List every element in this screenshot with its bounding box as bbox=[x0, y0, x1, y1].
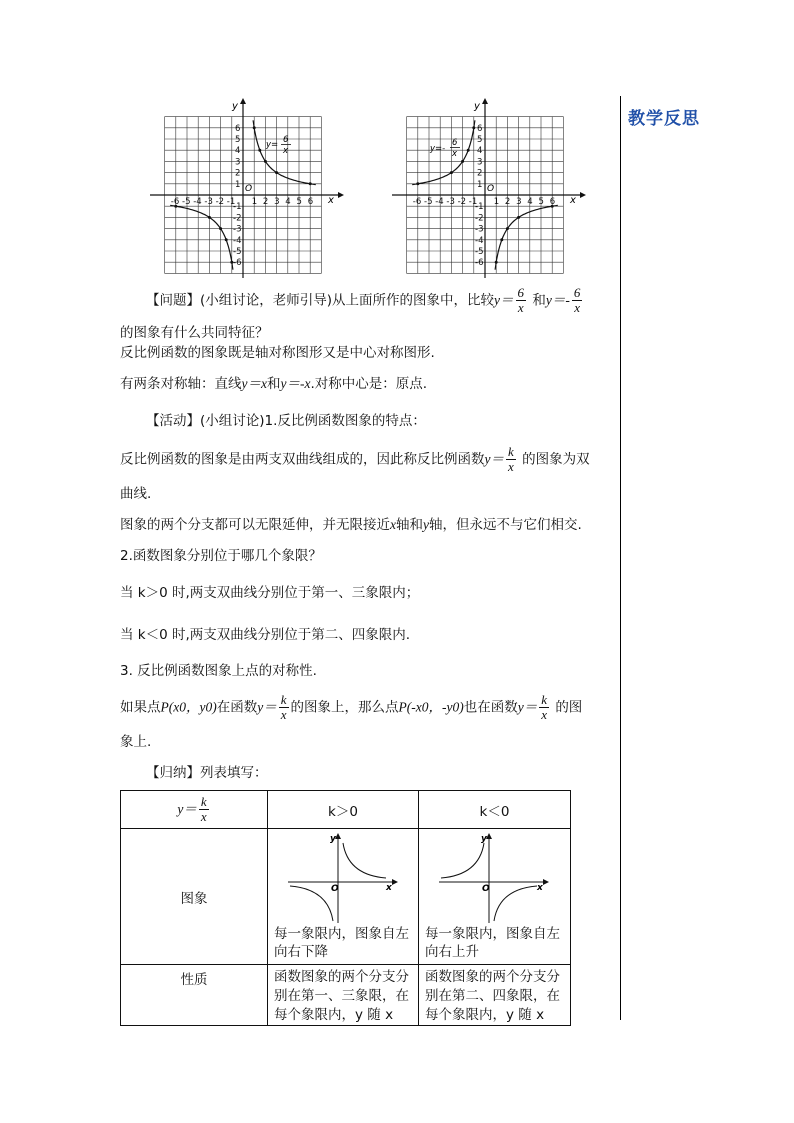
p2-x: x bbox=[390, 517, 396, 532]
header-pos-cell: k＞0 bbox=[268, 791, 419, 829]
p3-point-2: P(-x0，-y0) bbox=[398, 699, 464, 715]
center-text: .对称中心是：原点. bbox=[310, 376, 428, 392]
pos-desc: 每一象限内，图象自左向右下降 bbox=[274, 926, 409, 960]
neg-desc: 每一象限内，图象自左向右上升 bbox=[425, 926, 560, 960]
tick-label-x: 6 bbox=[307, 197, 314, 207]
tick-label-y: 4 bbox=[235, 146, 241, 157]
tick-label-x: -6 bbox=[170, 197, 180, 207]
question-text: (小组讨论，老师引导)从上面所作的图象中，比较 bbox=[200, 292, 495, 309]
f1-fraction bbox=[516, 286, 527, 315]
p2-text-b: 轴和 bbox=[396, 517, 423, 533]
header-fraction bbox=[199, 795, 209, 824]
f2-den: x bbox=[574, 300, 580, 315]
f1-prefix: y＝ bbox=[494, 292, 514, 308]
tick-label-y: -5 bbox=[475, 247, 484, 257]
tick-label-y: -2 bbox=[475, 213, 484, 224]
sidebar-divider bbox=[620, 96, 621, 1020]
activity-title bbox=[146, 410, 642, 432]
activity-p3 bbox=[120, 693, 616, 722]
mini-graph-pos bbox=[268, 829, 418, 925]
activity-tag: 【活动】 bbox=[146, 413, 200, 429]
neg-graph-cell bbox=[419, 829, 571, 965]
func-num: 6 bbox=[283, 135, 289, 145]
activity-p3-cont: 象上. bbox=[120, 734, 152, 750]
mini-graph-neg bbox=[419, 829, 570, 925]
func-den: x bbox=[283, 146, 289, 156]
header-prefix: y＝ bbox=[177, 801, 197, 817]
tick-label-y: -1 bbox=[475, 202, 484, 213]
origin-label: O bbox=[487, 184, 495, 194]
tick-label-y: -6 bbox=[475, 258, 484, 269]
p1-fraction bbox=[506, 445, 516, 474]
f2-num: 6 bbox=[573, 285, 581, 300]
p3-text-e: 的图 bbox=[555, 699, 583, 716]
graph-negative-k bbox=[390, 98, 590, 280]
header-den: x bbox=[200, 809, 207, 824]
neg-prop: 函数图象的两个分支分别在第二、四象限，在每个象限内，y 随 x bbox=[419, 965, 571, 1026]
tick-label-x: 1 bbox=[251, 197, 258, 207]
tick-label-y: 2 bbox=[477, 168, 483, 179]
p3-den-2: x bbox=[541, 707, 548, 722]
tick-label-y: -1 bbox=[233, 202, 242, 213]
func-num: 6 bbox=[452, 138, 458, 148]
tick-label-x: 2 bbox=[262, 197, 269, 207]
summary-table bbox=[120, 790, 571, 1026]
mini-origin: O bbox=[331, 884, 339, 894]
p3-text-b: 在函数 bbox=[216, 699, 258, 716]
tick-label-x: 5 bbox=[538, 197, 544, 207]
p2-text-c: 轴，但永远不与它们相交. bbox=[429, 517, 582, 533]
tick-label-y: -4 bbox=[233, 235, 242, 246]
tick-label-y: 1 bbox=[477, 179, 483, 190]
p3-prefix: y＝ bbox=[257, 699, 277, 715]
mini-axis-y: y bbox=[330, 834, 336, 844]
axes-text: 有两条对称轴：直线 bbox=[120, 376, 242, 392]
question-line-2: 的图象有什么共同特征？ bbox=[120, 325, 269, 341]
x-axis-arrow bbox=[338, 192, 344, 198]
row-prop-label: 性质 bbox=[121, 965, 268, 1026]
mini-axis-x: x bbox=[386, 883, 392, 893]
tick-label-y: 3 bbox=[477, 157, 483, 168]
p3-point-1: P(x0，y0) bbox=[160, 699, 217, 715]
question-line-3: 反比例函数的图象既是轴对称图形又是中心对称图形. bbox=[120, 345, 435, 361]
line-y-neg-x: y＝-x bbox=[280, 376, 311, 391]
axis-y-label: y bbox=[232, 101, 238, 112]
activity-p1-cont: 曲线. bbox=[120, 486, 152, 502]
question-tag: 【问题】 bbox=[146, 292, 200, 309]
y-axis-arrow bbox=[482, 98, 488, 104]
p3-fraction-2 bbox=[539, 693, 549, 722]
f2-fraction bbox=[572, 286, 583, 315]
axis-x-label: x bbox=[328, 195, 334, 206]
axis-x-label: x bbox=[570, 195, 576, 206]
tick-label-x: 6 bbox=[549, 197, 556, 207]
row-graph-label: 图象 bbox=[121, 829, 268, 965]
p1-text-b: 的图象为双 bbox=[522, 451, 590, 468]
activity-p2 bbox=[120, 514, 616, 536]
hyperbola-branch-q3 bbox=[170, 205, 233, 269]
tick-label-x: -4 bbox=[193, 197, 202, 207]
activity-q2: 2.函数图象分别位于哪几个象限？ bbox=[120, 548, 322, 564]
tick-label-y: -4 bbox=[475, 235, 484, 246]
func-den: x bbox=[452, 149, 458, 159]
mini-origin: O bbox=[482, 884, 490, 894]
header-num: k bbox=[200, 794, 207, 809]
p3-prefix-2: y＝ bbox=[517, 699, 538, 715]
tick-label-y: 5 bbox=[477, 135, 483, 145]
tick-label-y: 1 bbox=[235, 179, 241, 190]
header-formula-cell bbox=[121, 791, 268, 829]
tick-label-x: -6 bbox=[412, 197, 422, 207]
hyperbola-branch-q4 bbox=[495, 205, 558, 269]
y-axis-arrow bbox=[240, 98, 246, 104]
tick-label-x: 3 bbox=[274, 197, 280, 207]
header-neg-cell: k＜0 bbox=[419, 791, 571, 829]
pos-graph-cell bbox=[268, 829, 419, 965]
mini-axis-x: x bbox=[537, 883, 543, 893]
tick-labels bbox=[171, 124, 313, 268]
p1-prefix: y＝ bbox=[484, 451, 504, 467]
tick-label-y: 6 bbox=[477, 123, 483, 134]
f1-den: x bbox=[517, 300, 524, 315]
tick-label-x: 3 bbox=[516, 197, 522, 207]
line-y-x: y＝x bbox=[241, 376, 267, 391]
and-text: 和 bbox=[266, 376, 281, 392]
func-prefix: y= bbox=[266, 140, 279, 150]
pos-prop: 函数图象的两个分支分别在第一、三象限，在每个象限内，y 随 x bbox=[268, 965, 419, 1026]
tick-label-x: -3 bbox=[446, 197, 455, 207]
tick-label-x: -1 bbox=[468, 197, 478, 207]
tick-label-y: -5 bbox=[233, 247, 242, 257]
activity-a2-2: 当 k＜0 时,两支双曲线分别位于第二、四象限内. bbox=[120, 627, 411, 643]
p3-fraction bbox=[279, 693, 289, 722]
tick-label-y: 5 bbox=[235, 135, 241, 145]
p1-text: 反比例函数的图象是由两支双曲线组成的，因此称反比例函数 bbox=[120, 451, 485, 468]
p3-num-2: k bbox=[541, 692, 548, 707]
axis-y-label: y bbox=[474, 101, 480, 112]
tick-label-y: 4 bbox=[477, 146, 483, 157]
tick-label-x: -3 bbox=[204, 197, 213, 207]
summary-tag: 【归纳】列表填写： bbox=[146, 765, 268, 781]
func-prefix: y=- bbox=[430, 144, 446, 154]
p3-num: k bbox=[280, 692, 287, 707]
activity-a2-1: 当 k＞0 时,两支双曲线分别位于第一、三象限内； bbox=[120, 585, 420, 601]
mini-axis-y: y bbox=[481, 834, 487, 844]
question-and: 和 bbox=[532, 292, 546, 309]
tick-label-y: 2 bbox=[235, 168, 241, 179]
tick-label-x: -4 bbox=[435, 197, 444, 207]
origin-label: O bbox=[245, 184, 253, 194]
tick-label-y: 6 bbox=[235, 123, 241, 134]
tick-label-x: 4 bbox=[285, 197, 291, 207]
p3-text-d: 也在函数 bbox=[463, 699, 518, 716]
tick-label-x: 4 bbox=[527, 197, 533, 207]
tick-label-x: 1 bbox=[493, 197, 500, 207]
question-line-1 bbox=[146, 286, 642, 315]
graph-positive-k bbox=[148, 98, 348, 280]
p3-text-c: 的图象上，那么点 bbox=[290, 699, 399, 716]
tick-label-x: -5 bbox=[182, 197, 191, 207]
tick-label-y: 3 bbox=[235, 157, 241, 168]
sidebar-title: 教学反思 bbox=[628, 109, 700, 129]
tick-label-y: -3 bbox=[233, 224, 242, 235]
tick-label-y: -3 bbox=[475, 224, 484, 235]
tick-label-x: 5 bbox=[296, 197, 302, 207]
tick-label-x: -1 bbox=[226, 197, 236, 207]
p2-text-a: 图象的两个分支都可以无限延伸，并无限接近 bbox=[120, 517, 390, 533]
tick-label-y: -2 bbox=[233, 213, 242, 224]
p3-text-a: 如果点 bbox=[120, 699, 161, 716]
tick-label-x: -5 bbox=[424, 197, 433, 207]
tick-label-x: -2 bbox=[457, 197, 467, 207]
p3-den: x bbox=[280, 707, 287, 722]
p1-den: x bbox=[508, 459, 514, 474]
activity-title-text: (小组讨论)1.反比例函数图象的特点： bbox=[200, 413, 426, 429]
activity-p1 bbox=[120, 445, 616, 474]
f2-prefix: y＝- bbox=[545, 292, 570, 308]
f1-num: 6 bbox=[517, 285, 525, 300]
activity-q3: 3. 反比例函数图象上点的对称性. bbox=[120, 663, 317, 679]
x-axis-arrow bbox=[580, 192, 586, 198]
tick-label-x: 2 bbox=[504, 197, 511, 207]
p1-num: k bbox=[508, 444, 514, 459]
question-line-4 bbox=[120, 373, 616, 395]
tick-label-x: -2 bbox=[215, 197, 225, 207]
tick-label-y: -6 bbox=[233, 258, 242, 269]
p2-y: y bbox=[423, 517, 429, 532]
